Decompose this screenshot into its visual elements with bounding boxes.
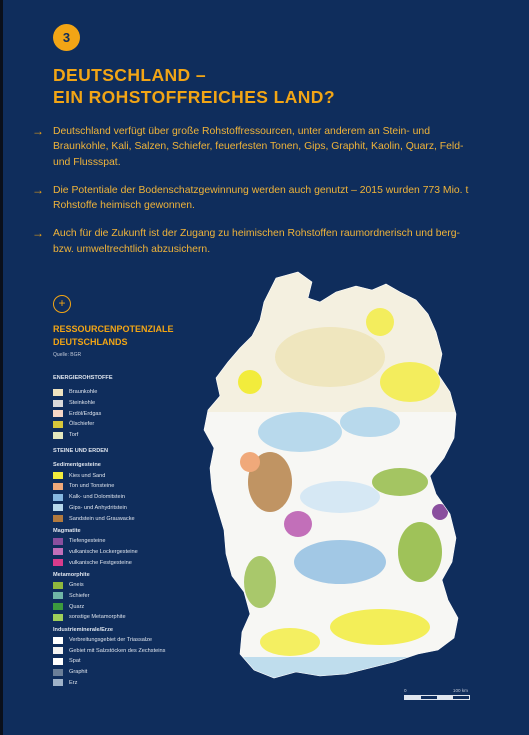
bullet-text: Auch für die Zukunft ist der Zugang zu heimischen Rohstoffen raumordnerisch und berg- bzw. umweltrechtlich abzusichern. xyxy=(53,228,460,255)
legend-swatch xyxy=(53,504,63,511)
legend-swatch xyxy=(53,432,63,439)
title-line-1: DEUTSCHLAND – xyxy=(53,65,206,85)
plus-icon[interactable]: + xyxy=(53,295,71,313)
legend-swatch xyxy=(53,658,63,665)
title-line-2: EIN ROHSTOFFREICHES LAND? xyxy=(53,87,335,107)
legend-label: Steinkohle xyxy=(69,400,96,407)
legend-title xyxy=(53,323,174,349)
legend-label: Sandstein und Grauwacke xyxy=(69,515,135,522)
legend-subheading: Magmatite xyxy=(53,527,81,534)
legend-swatch xyxy=(53,582,63,589)
legend-label: Gips- und Anhydritstein xyxy=(69,504,127,511)
page-number-badge: 3 xyxy=(53,24,80,51)
legend-label: vulkanische Lockergesteine xyxy=(69,548,138,555)
scale-bar xyxy=(404,695,470,700)
legend-label: Gebiet mit Salzstöcken des Zechsteins xyxy=(69,647,166,654)
bullet-list xyxy=(32,124,482,270)
source-note: Quelle: BGR xyxy=(53,352,82,358)
legend-subheading: Metamorphite xyxy=(53,571,90,578)
arrow-right-icon: → xyxy=(32,226,44,241)
bullet-item xyxy=(32,183,482,214)
map-scale xyxy=(404,688,470,700)
arrow-right-icon: → xyxy=(32,182,44,197)
germany-resource-map xyxy=(180,262,480,702)
legend-subheading: Industrieminerale/Erze xyxy=(53,626,113,633)
legend-swatch xyxy=(53,538,63,545)
legend-label: vulkanische Festgesteine xyxy=(69,559,132,566)
legend-label: Tiefengesteine xyxy=(69,538,106,545)
legend-swatch xyxy=(53,669,63,676)
legend-label: Kies und Sand xyxy=(69,472,106,479)
legend-label: Ton und Tonsteine xyxy=(69,483,115,490)
scale-end: 100 km xyxy=(452,688,468,693)
legend-swatch xyxy=(53,389,63,396)
legend-label: Kalk- und Dolomitstein xyxy=(69,494,125,501)
legend-swatch xyxy=(53,494,63,501)
legend-label: Ölschiefer xyxy=(69,421,95,428)
legend-swatch xyxy=(53,637,63,644)
legend-label: sonstige Metamorphite xyxy=(69,614,126,621)
legend-swatch xyxy=(53,559,63,566)
legend-swatch xyxy=(53,421,63,428)
legend-label: Erz xyxy=(69,679,78,686)
legend-swatch xyxy=(53,515,63,522)
legend-title-line-1: RESSOURCENPOTENZIALE xyxy=(53,324,174,334)
arrow-right-icon: → xyxy=(32,124,44,138)
legend-title-line-2: DEUTSCHLANDS xyxy=(53,337,128,347)
legend-label: Graphit xyxy=(69,669,88,676)
legend-swatch xyxy=(53,592,63,599)
legend-label: Quarz xyxy=(69,603,85,610)
scale-start: 0 xyxy=(404,688,407,693)
legend-swatch xyxy=(53,472,63,479)
bullet-item xyxy=(32,226,482,257)
legend-swatch xyxy=(53,603,63,610)
bullet-item xyxy=(32,124,482,170)
legend-swatch xyxy=(53,483,63,490)
legend-swatch xyxy=(53,679,63,686)
legend-label: Spat xyxy=(69,658,81,665)
legend-label: Schiefer xyxy=(69,592,90,599)
legend-swatch xyxy=(53,400,63,407)
legend-label: Torf xyxy=(69,432,79,439)
legend-label: Braunkohle xyxy=(69,389,98,396)
bullet-text: Die Potentiale der Bodenschatzgewinnung werden auch genutzt – 2015 wurden 773 Mio. t Rohstoffe heimisch gewonnen. xyxy=(53,184,469,212)
left-edge xyxy=(0,0,3,735)
legend-label: Erdöl/Erdgas xyxy=(69,410,102,417)
legend-subheading: Sedimentgesteine xyxy=(53,462,101,469)
legend-swatch xyxy=(53,548,63,555)
bullet-text: Deutschland verfügt über große Rohstoffressourcen, unter anderem an Stein- und Braunkohle, Kali, Salzen, Schiefer, feuerfesten Tonen, Gips, Graphit, Kaolin, Quarz, Feld- und Flussspat. xyxy=(53,126,464,168)
legend-label: Gneis xyxy=(69,582,84,589)
legend-swatch xyxy=(53,614,63,621)
legend-label: Verbreitungsgebiet der Triassalze xyxy=(69,637,153,644)
legend-heading-energy: ENERGIEROHSTOFFE xyxy=(53,375,113,381)
page-title xyxy=(53,64,335,108)
legend-swatch xyxy=(53,410,63,417)
legend-swatch xyxy=(53,647,63,654)
legend-heading-stone: STEINE UND ERDEN xyxy=(53,448,109,455)
